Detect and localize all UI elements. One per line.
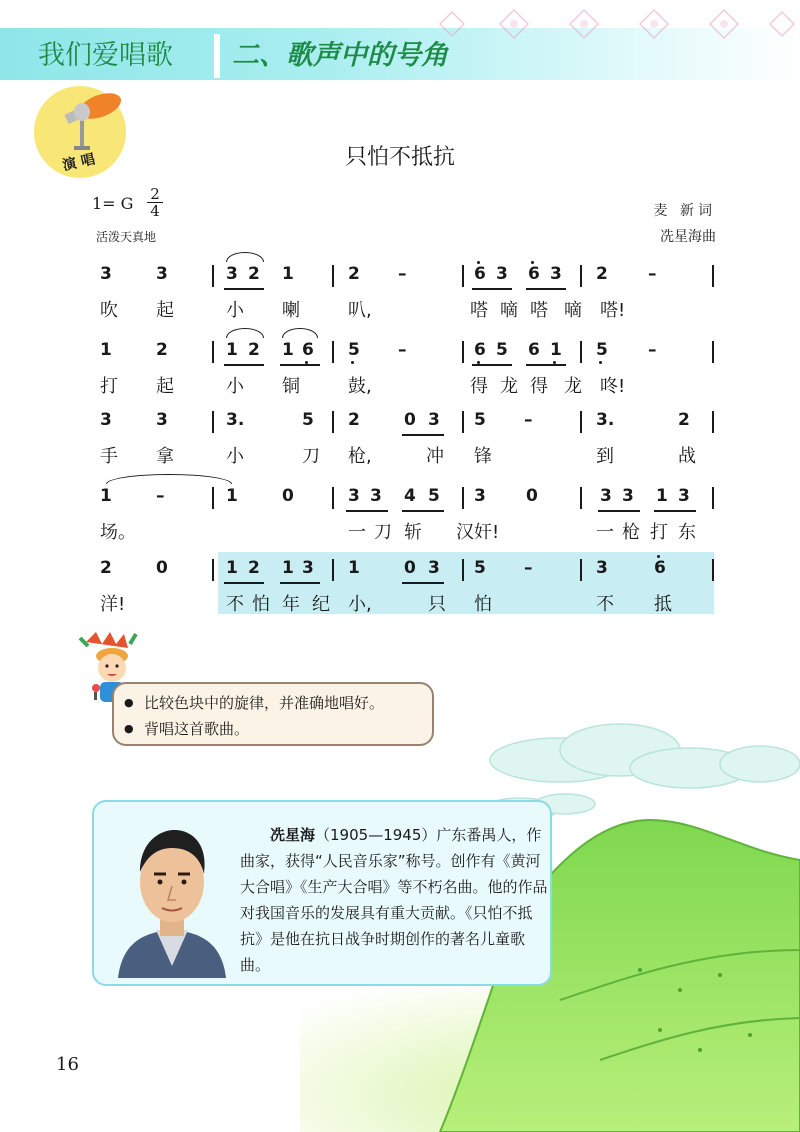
note: 3 xyxy=(428,410,440,430)
note: 3 xyxy=(100,264,112,284)
note: 1 xyxy=(550,340,562,360)
barline xyxy=(712,487,714,509)
note: 5 xyxy=(302,410,314,430)
barline xyxy=(332,265,334,287)
rhythm-underline xyxy=(472,288,512,290)
rhythm-underline xyxy=(280,364,320,366)
octave-dot-below xyxy=(477,361,480,364)
lyric-syllable: 吹 xyxy=(100,300,118,321)
lyric-syllable: 叭, xyxy=(348,300,372,321)
note: 3 xyxy=(302,558,314,578)
time-signature xyxy=(146,186,164,219)
lyric-syllable: 怕 xyxy=(474,594,492,615)
lyric-syllable: 喇 xyxy=(282,300,300,321)
composer-name: 冼星海 xyxy=(270,826,316,844)
note: – xyxy=(524,558,533,578)
header-divider xyxy=(214,34,220,78)
note: 5 xyxy=(596,340,608,360)
note: – xyxy=(524,410,533,430)
unit-title: 我们爱唱歌 xyxy=(38,40,173,71)
note: 1 xyxy=(282,264,294,284)
lyric-syllable: 奸! xyxy=(474,522,500,543)
note: 1 xyxy=(282,558,294,578)
lyric-syllable: 嗒! xyxy=(600,300,626,321)
rhythm-underline xyxy=(472,364,512,366)
barline xyxy=(712,265,714,287)
note: 5 xyxy=(474,558,486,578)
note: 1 xyxy=(226,486,238,506)
slur xyxy=(282,328,318,338)
octave-dot-below xyxy=(599,361,602,364)
barline xyxy=(332,411,334,433)
barline xyxy=(212,411,214,433)
note: 2 xyxy=(348,410,360,430)
octave-dot-above xyxy=(477,261,480,264)
note: 3 xyxy=(678,486,690,506)
barline xyxy=(712,411,714,433)
note: 3. xyxy=(226,410,245,430)
lyric-syllable: 打 xyxy=(100,376,118,397)
lyric-syllable: 场。 xyxy=(100,522,136,543)
lyric-syllable: 小 xyxy=(226,376,244,397)
lyric-syllable: 洋! xyxy=(100,594,126,615)
lyric-syllable: 冲 xyxy=(426,446,444,467)
rhythm-underline xyxy=(598,510,640,512)
barline xyxy=(712,341,714,363)
lyric-syllable: 小 xyxy=(226,300,244,321)
note: 2 xyxy=(156,340,168,360)
note: 0 xyxy=(526,486,538,506)
barline xyxy=(580,411,582,433)
tip-item: ● 背唱这首歌曲。 xyxy=(144,716,432,742)
lyric-syllable: 抵 xyxy=(654,594,672,615)
note: 5 xyxy=(348,340,360,360)
slur xyxy=(226,328,264,338)
note: 1 xyxy=(100,486,112,506)
lyric-syllable: 一 xyxy=(348,522,366,543)
meter-top: 2 xyxy=(150,185,160,203)
lyricist: 麦 新词 xyxy=(653,203,716,219)
lyric-syllable: 只 xyxy=(428,594,446,615)
note: – xyxy=(398,264,407,284)
composer-bio-body: （1905—1945）广东番禺人，作曲家，获得“人民音乐家”称号。创作有《黄河大合唱》《生产大合唱》等不朽名曲。他的作品对我国音乐的发展具有重大贡献。《只怕不抵抗》是他在抗日战争时期创作的著名儿童歌曲。 xyxy=(240,826,548,974)
note: 0 xyxy=(282,486,294,506)
note: 2 xyxy=(348,264,360,284)
lyric-syllable: 得 xyxy=(470,376,488,397)
lyric-syllable: 拿 xyxy=(156,446,174,467)
song-title: 只怕不抵抗 xyxy=(344,145,455,170)
tempo-marking: 活泼天真地 xyxy=(96,230,157,244)
note: 3 xyxy=(428,558,440,578)
barline xyxy=(462,411,464,433)
slur xyxy=(226,252,264,262)
lyric-syllable: 一 xyxy=(596,522,614,543)
barline xyxy=(212,265,214,287)
lyric-syllable: 嘀 xyxy=(500,300,518,321)
note: 2 xyxy=(596,264,608,284)
composer-bio-text xyxy=(240,822,552,978)
note: 6 xyxy=(302,340,314,360)
note: – xyxy=(156,486,165,506)
octave-dot-above xyxy=(657,555,660,558)
barline xyxy=(332,559,334,581)
composer: 冼星海曲 xyxy=(660,229,716,245)
note: 3 xyxy=(474,486,486,506)
lyric-syllable: 不 xyxy=(596,594,614,615)
note: 6 xyxy=(474,340,486,360)
page-number: 16 xyxy=(56,1054,79,1075)
note: 4 xyxy=(404,486,416,506)
note: 0 xyxy=(404,410,416,430)
note: 6 xyxy=(528,340,540,360)
lyric-syllable: 怕 xyxy=(252,594,270,615)
note: 2 xyxy=(248,340,260,360)
note: 3 xyxy=(550,264,562,284)
note: 3 xyxy=(348,486,360,506)
rhythm-underline xyxy=(224,364,264,366)
barline xyxy=(580,559,582,581)
octave-dot-below xyxy=(305,361,308,364)
note: 1 xyxy=(226,558,238,578)
lyric-syllable: 汉 xyxy=(456,522,474,543)
rhythm-underline xyxy=(402,582,444,584)
note: 2 xyxy=(678,410,690,430)
rhythm-underline xyxy=(654,510,696,512)
note: 5 xyxy=(474,410,486,430)
rhythm-underline xyxy=(526,288,566,290)
note: 3 xyxy=(100,410,112,430)
note: 5 xyxy=(496,340,508,360)
lyric-syllable: 起 xyxy=(156,300,174,321)
rhythm-underline xyxy=(224,582,264,584)
note: 1 xyxy=(282,340,294,360)
note: 6 xyxy=(474,264,486,284)
note: 3 xyxy=(622,486,634,506)
note: 5 xyxy=(428,486,440,506)
lyric-syllable: 鼓, xyxy=(348,376,372,397)
slur xyxy=(106,474,232,484)
lyric-syllable: 咚! xyxy=(600,376,626,397)
lyric-syllable: 纪 xyxy=(312,594,330,615)
barline xyxy=(332,341,334,363)
note: 0 xyxy=(404,558,416,578)
lyric-syllable: 枪 xyxy=(622,522,640,543)
note: 2 xyxy=(248,558,260,578)
barline xyxy=(712,559,714,581)
note: 1 xyxy=(100,340,112,360)
portrait-illustration xyxy=(112,816,232,978)
note: 3 xyxy=(156,264,168,284)
lyric-syllable: 枪, xyxy=(348,446,372,467)
octave-dot-below xyxy=(553,361,556,364)
tip-item: ● 比较色块中的旋律，并准确地唱好。 xyxy=(144,690,432,716)
rhythm-underline xyxy=(224,288,264,290)
lyric-syllable: 到 xyxy=(596,446,614,467)
lyric-syllable: 小, xyxy=(348,594,372,615)
note: 3. xyxy=(596,410,615,430)
lyric-syllable: 嗒 xyxy=(470,300,488,321)
meter-bottom: 4 xyxy=(150,202,160,220)
barline xyxy=(212,487,214,509)
note: 6 xyxy=(654,558,666,578)
lyric-syllable: 东 xyxy=(678,522,696,543)
note: 1 xyxy=(656,486,668,506)
lyric-syllable: 战 xyxy=(678,446,696,467)
note: – xyxy=(648,340,657,360)
lyric-syllable: 不 xyxy=(226,594,244,615)
lyric-syllable: 斩 xyxy=(404,522,422,543)
rhythm-underline xyxy=(526,364,566,366)
barline xyxy=(580,341,582,363)
lyric-syllable: 锋 xyxy=(474,446,492,467)
note: 6 xyxy=(528,264,540,284)
lyric-syllable: 打 xyxy=(650,522,668,543)
note: 3 xyxy=(226,264,238,284)
note: – xyxy=(398,340,407,360)
lyric-syllable: 龙 xyxy=(564,376,582,397)
note: – xyxy=(648,264,657,284)
note: 3 xyxy=(156,410,168,430)
barline xyxy=(462,265,464,287)
rhythm-underline xyxy=(402,510,444,512)
rhythm-underline xyxy=(280,582,320,584)
note: 2 xyxy=(248,264,260,284)
octave-dot-above xyxy=(531,261,534,264)
rhythm-underline xyxy=(346,510,388,512)
barline xyxy=(212,559,214,581)
lyric-syllable: 得 xyxy=(530,376,548,397)
lyric-syllable: 刀 xyxy=(374,522,392,543)
note: 3 xyxy=(370,486,382,506)
note: 3 xyxy=(596,558,608,578)
lyric-syllable: 小 xyxy=(226,446,244,467)
note: 1 xyxy=(226,340,238,360)
tips-box xyxy=(112,682,434,746)
barline xyxy=(462,341,464,363)
note: 3 xyxy=(600,486,612,506)
badge-label: 演 唱 xyxy=(61,151,97,175)
barline xyxy=(212,341,214,363)
barline xyxy=(580,487,582,509)
key-signature: 1= G xyxy=(92,194,134,213)
barline xyxy=(462,487,464,509)
note: 3 xyxy=(496,264,508,284)
barline xyxy=(580,265,582,287)
lyric-syllable: 嗒 xyxy=(530,300,548,321)
note: 0 xyxy=(156,558,168,578)
rhythm-underline xyxy=(402,434,444,436)
header-pattern xyxy=(420,0,800,48)
lyric-syllable: 龙 xyxy=(500,376,518,397)
note: 1 xyxy=(348,558,360,578)
lesson-title: 二、歌声中的号角 xyxy=(232,40,448,71)
lyric-syllable: 铜 xyxy=(282,376,300,397)
barline xyxy=(462,559,464,581)
lyric-syllable: 起 xyxy=(156,376,174,397)
lyric-syllable: 刀 xyxy=(302,446,320,467)
note: 2 xyxy=(100,558,112,578)
barline xyxy=(332,487,334,509)
octave-dot-below xyxy=(351,361,354,364)
lyric-syllable: 手 xyxy=(100,446,118,467)
lyric-syllable: 嘀 xyxy=(564,300,582,321)
lyric-syllable: 年 xyxy=(282,594,300,615)
